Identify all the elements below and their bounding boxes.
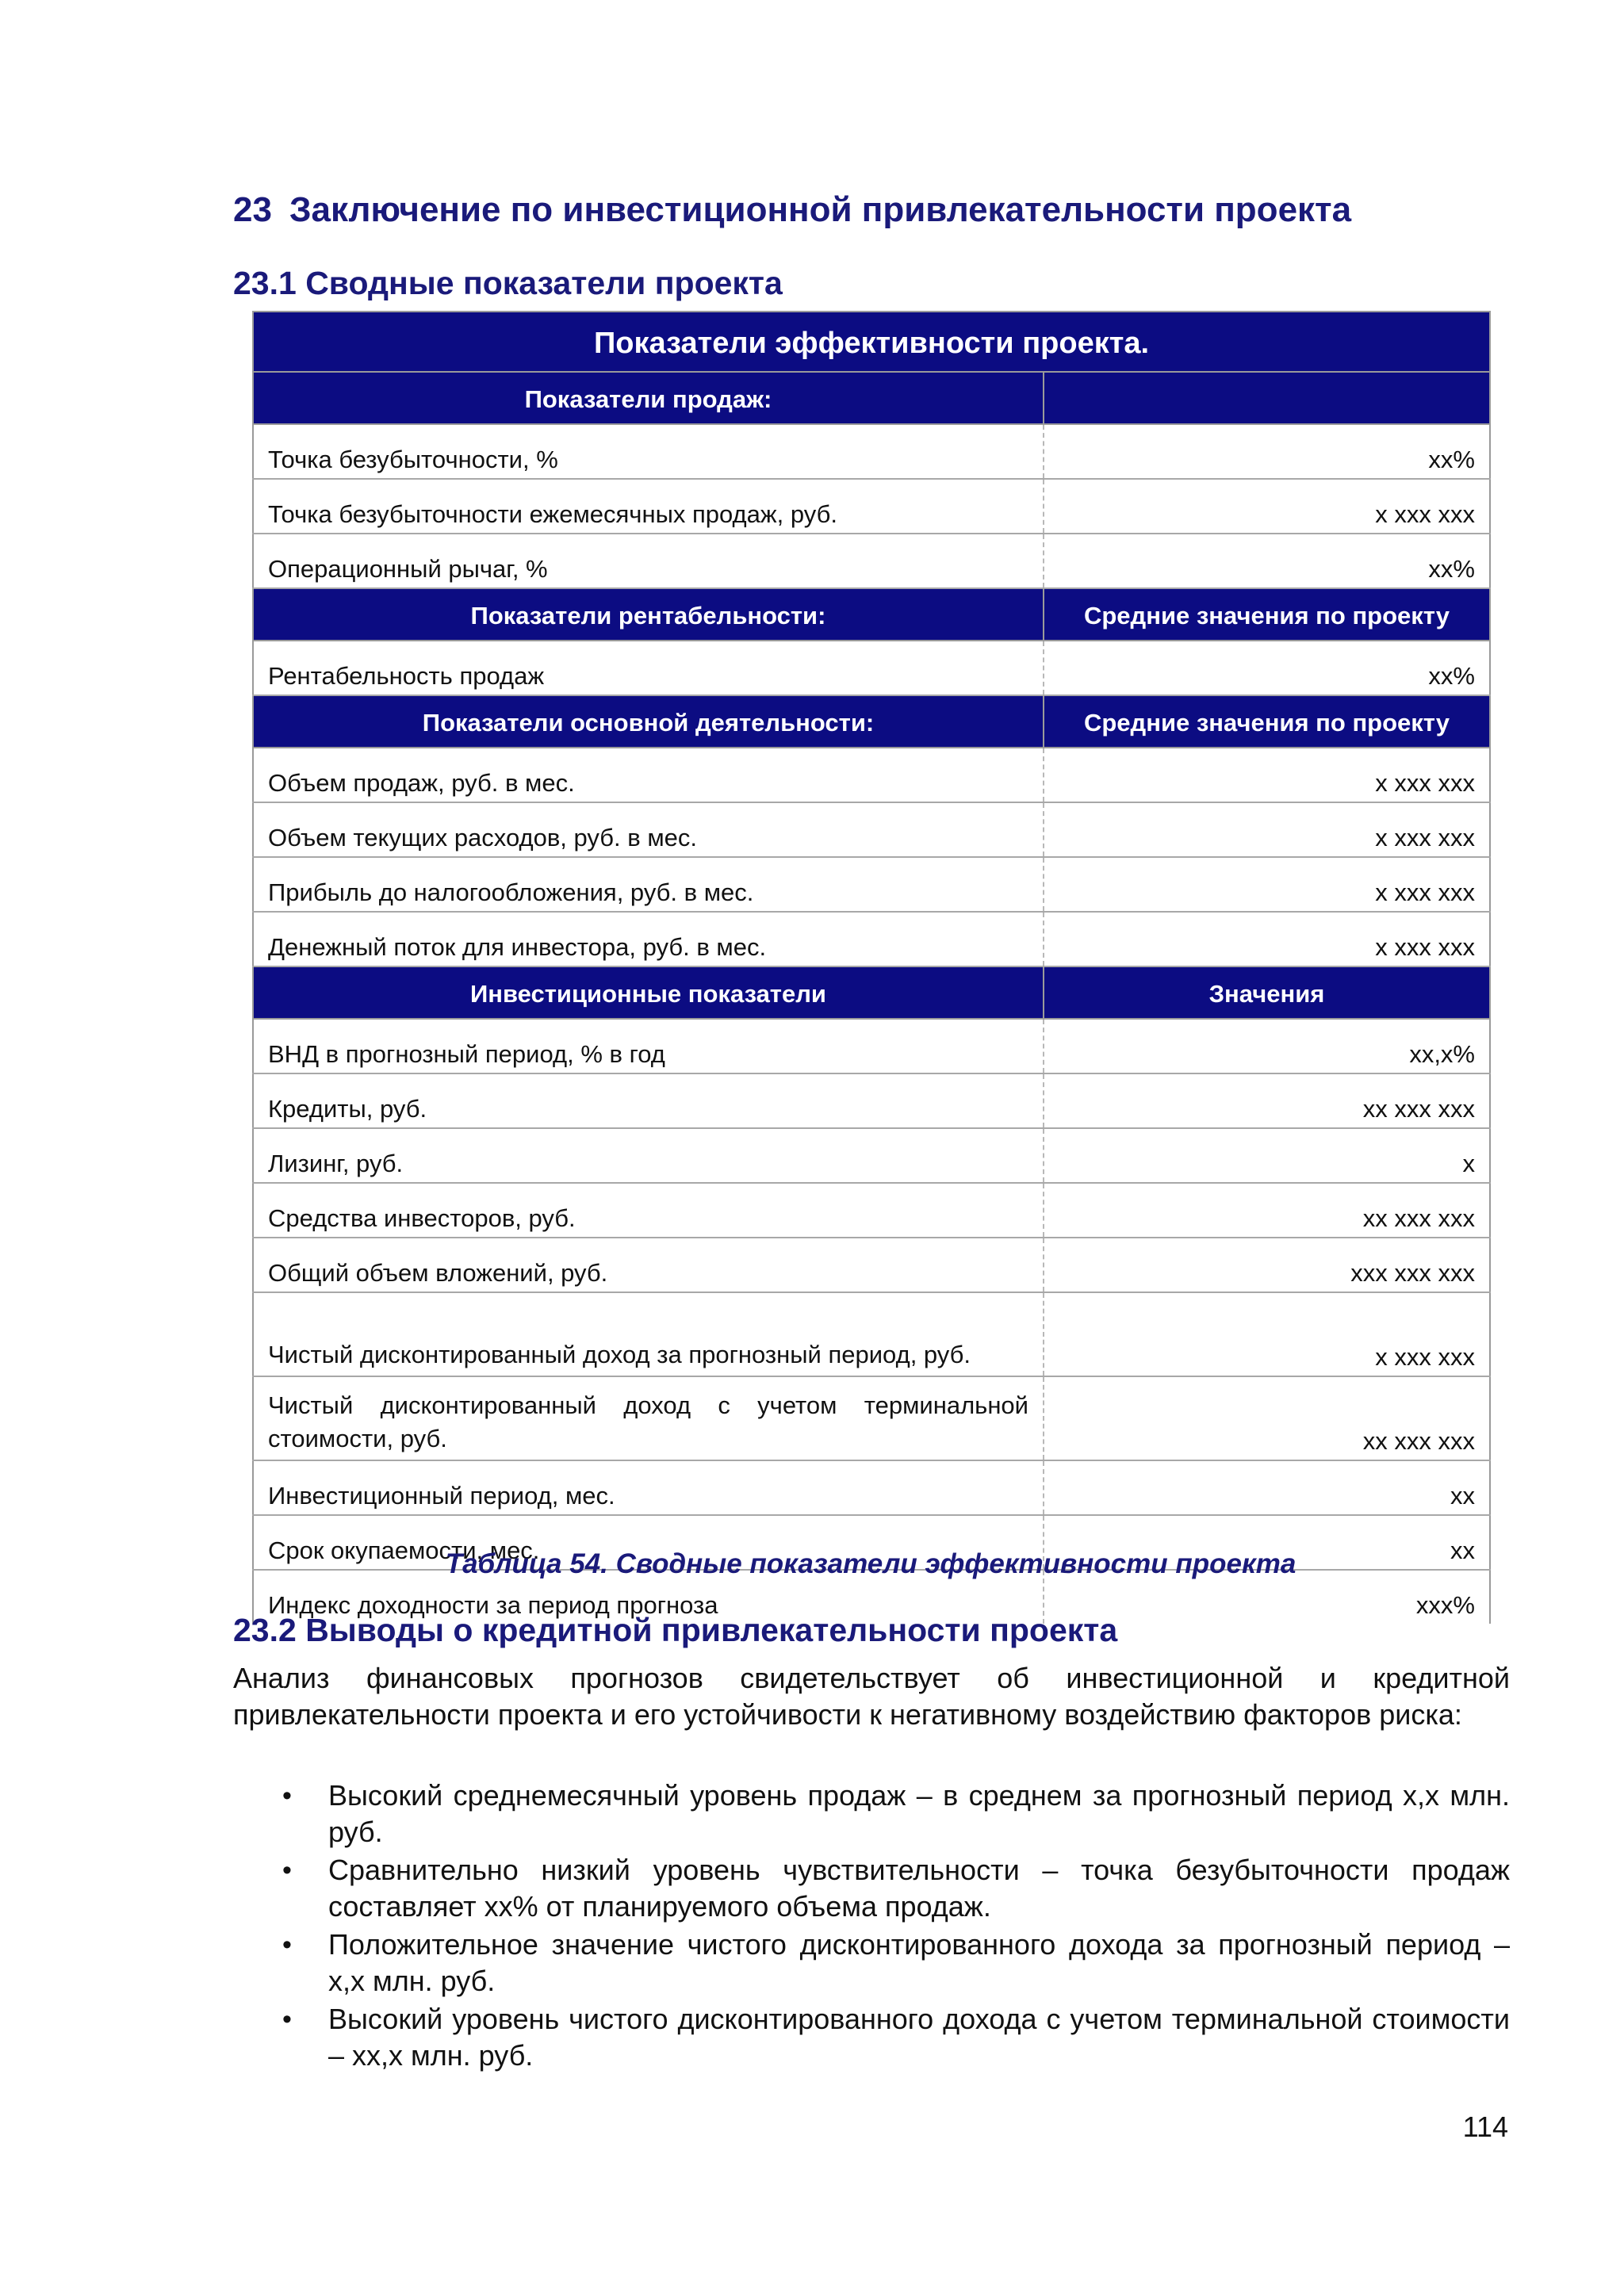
row-label: Объем текущих расходов, руб. в мес. <box>253 802 1044 857</box>
row-label: Денежный поток для инвестора, руб. в мес. <box>253 912 1044 966</box>
metrics-table <box>252 311 1491 1624</box>
row-label: Средства инвесторов, руб. <box>253 1183 1044 1238</box>
row-label: Рентабельность продаж <box>253 641 1044 695</box>
row-value: x xxx xxx <box>1044 479 1490 534</box>
bullet-icon: • <box>282 2004 292 2034</box>
list-item-text: Сравнительно низкий уровень чувствительности – точка безубыточности продаж составляет xx% от планируемого объема продаж. <box>328 1854 1510 1923</box>
row-label: Точка безубыточности, % <box>253 424 1044 479</box>
list-item-text: Высокий уровень чистого дисконтированного дохода с учетом терминальной стоимости – xx,x млн. руб. <box>328 2003 1510 2072</box>
row-label: Чистый дисконтированный доход с учетом терминальной стоимости, руб. <box>253 1376 1044 1460</box>
chapter-number: 23 <box>233 190 272 229</box>
chapter-title: Заключение по инвестиционной привлекательности проекта <box>289 190 1352 229</box>
list-item <box>233 2001 1510 2074</box>
conclusions-list <box>233 1777 1510 2076</box>
row-label: Срок окупаемости, мес. <box>253 1515 1044 1570</box>
intro-paragraph: Анализ финансовых прогнозов свидетельствует об инвестиционной и кредитной привлекательности проекта и его устойчивости к негативному воздействию факторов риска: <box>233 1662 1510 1731</box>
table-row <box>253 1238 1490 1292</box>
row-value: xx <box>1044 1460 1490 1515</box>
table-section-header <box>253 588 1490 641</box>
bullet-icon: • <box>282 1930 292 1960</box>
list-item <box>233 1777 1510 1850</box>
table-row <box>253 641 1490 695</box>
list-item <box>233 1927 1510 1999</box>
row-value: xxx% <box>1415 1591 1475 1619</box>
section-header-left: Показатели основной деятельности: <box>253 695 1044 748</box>
table-section-header <box>253 966 1490 1019</box>
table-row <box>253 1019 1490 1073</box>
table-row <box>253 1376 1490 1460</box>
section-header-left: Показатели рентабельности: <box>253 588 1044 641</box>
row-value: x <box>1044 1128 1490 1183</box>
row-label: Индекс доходности за период прогноза <box>253 1570 1044 1624</box>
bullet-icon: • <box>282 1781 292 1811</box>
row-value: x xxx xxx <box>1044 802 1490 857</box>
row-value: xx% <box>1044 424 1490 479</box>
table-row <box>253 912 1490 966</box>
row-label: Общий объем вложений, руб. <box>253 1238 1044 1292</box>
section-heading-23-2: 23.2 Выводы о кредитной привлекательности проекта <box>233 1612 1118 1648</box>
table-row <box>253 1183 1490 1238</box>
row-value: xx xxx xxx <box>1044 1376 1490 1460</box>
table-row <box>253 1460 1490 1515</box>
list-item-text: Положительное значение чистого дисконтированного дохода за прогнозный период – x,x млн. руб. <box>328 1928 1510 1997</box>
table-row <box>253 1128 1490 1183</box>
row-label: Точка безубыточности ежемесячных продаж, руб. <box>253 479 1044 534</box>
row-label: Чистый дисконтированный доход за прогнозный период, руб. <box>253 1292 1044 1376</box>
row-label: Лизинг, руб. <box>253 1128 1044 1183</box>
list-item-text: Высокий среднемесячный уровень продаж – в среднем за прогнозный период x,x млн. руб. <box>328 1779 1510 1848</box>
table-section-header <box>253 695 1490 748</box>
table-row <box>253 424 1490 479</box>
row-value: xx% <box>1044 641 1490 695</box>
row-value: xxx xxx xxx <box>1044 1238 1490 1292</box>
list-item <box>233 1852 1510 1925</box>
section-header-left: Инвестиционные показатели <box>253 966 1044 1019</box>
section-header-right: Средние значения по проекту <box>1044 695 1490 748</box>
row-label: Операционный рычаг, % <box>253 534 1044 588</box>
row-value: xx <box>1044 1515 1490 1570</box>
section-heading-23-1: 23.1 Сводные показатели проекта <box>233 265 783 301</box>
table-row <box>253 857 1490 912</box>
table-title-row <box>253 312 1490 372</box>
section-header-left: Показатели продаж: <box>253 372 1044 424</box>
table-row <box>253 1073 1490 1128</box>
table-section-header <box>253 372 1490 424</box>
row-value: x xxx xxx <box>1044 748 1490 802</box>
section-header-right: Средние значения по проекту <box>1044 588 1490 641</box>
row-label: Инвестиционный период, мес. <box>253 1460 1044 1515</box>
row-value: xx% <box>1044 534 1490 588</box>
section-header-right: Значения <box>1044 966 1490 1019</box>
table-row <box>253 479 1490 534</box>
row-value: x xxx xxx <box>1044 857 1490 912</box>
table-caption: Таблица 54. Сводные показатели эффективности проекта <box>445 1548 1297 1579</box>
table-row <box>253 1292 1490 1376</box>
page-number: 114 <box>1462 2110 1508 2143</box>
table-title: Показатели эффективности проекта. <box>253 312 1490 372</box>
row-value: xx xxx xxx <box>1044 1183 1490 1238</box>
table-row <box>253 748 1490 802</box>
row-value: xx,x% <box>1044 1019 1490 1073</box>
row-label: Прибыль до налогообложения, руб. в мес. <box>253 857 1044 912</box>
row-label: ВНД в прогнозный период, % в год <box>253 1019 1044 1073</box>
table-row <box>253 534 1490 588</box>
row-label: Кредиты, руб. <box>253 1073 1044 1128</box>
row-value: x xxx xxx <box>1044 1292 1490 1376</box>
row-value: x xxx xxx <box>1044 912 1490 966</box>
table-row <box>253 802 1490 857</box>
row-value: xx xxx xxx <box>1044 1073 1490 1128</box>
row-label: Объем продаж, руб. в мес. <box>253 748 1044 802</box>
bullet-icon: • <box>282 1855 292 1885</box>
chapter-heading <box>233 190 1502 230</box>
section-header-right <box>1044 372 1490 424</box>
